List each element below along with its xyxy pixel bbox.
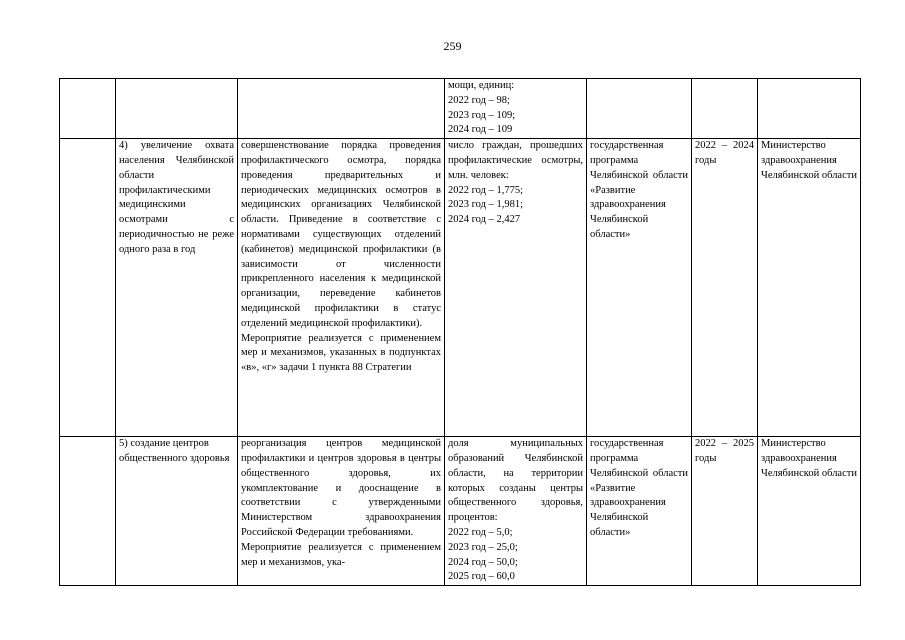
cell-period — [692, 79, 758, 139]
cell-measures: совершенствование порядка проведения профилактического осмотра, порядка проведения предварительных и периодических медицинских осмотров в медицинских организациях Челябинской области. Приведение в соответствие с нормативами существующих отделений (кабинетов) медицинской профилактики (в зависимости от численности прикрепленного населения к медицинской организации, переведение кабинетов медицинской профилактики в статус отделений медицинской профилактики). Мероприятие реализуется с применением мер и механизмов, указанных в подпунктах «в», «г» задачи 1 пункта 88 Стратегии — [238, 139, 445, 437]
cell-indicators: число граждан, прошедших профилактические осмотры, млн. человек: 2022 год – 1,775; 2023 год – 1,981; 2024 год – 2,427 — [445, 139, 587, 437]
cell-responsible: Министерство здравоохранения Челябинской области — [758, 437, 861, 586]
cell-responsible — [758, 79, 861, 139]
cell-task: 4) увеличение охвата населения Челябинской области профилактическими медицинскими осмотрами с периодичностью не реже одного раза в год — [116, 139, 238, 437]
cell-measures: реорганизация центров медицинской профилактики и центров здоровья в центры общественного здоровья, их укомплектование и дооснащение в соответствии с утвержденными Министерством здравоохранения Российской Федерации требованиями. Мероприятие реализуется с применением мер и механизмов, ука- — [238, 437, 445, 586]
cell-indicators: доля муниципальных образований Челябинской области, на территории которых созданы центры общественного здоровья, процентов: 2022 год – 5,0; 2023 год – 25,0; 2024 год – 50,0; 2025 год – 60,0 — [445, 437, 587, 586]
cell-num — [60, 437, 116, 586]
cell-responsible: Министерство здравоохранения Челябинской области — [758, 139, 861, 437]
strategy-table — [59, 78, 861, 586]
cell-num — [60, 139, 116, 437]
cell-task — [116, 79, 238, 139]
table-row — [60, 139, 861, 437]
cell-task: 5) создание центров общественного здоровья — [116, 437, 238, 586]
cell-indicators: мощи, единиц: 2022 год – 98; 2023 год – 109; 2024 год – 109 — [445, 79, 587, 139]
cell-measures — [238, 79, 445, 139]
cell-period: 2022 – 2024 годы — [692, 139, 758, 437]
table-row — [60, 437, 861, 586]
table-row — [60, 79, 861, 139]
page-number: 259 — [443, 39, 462, 53]
cell-program — [587, 79, 692, 139]
cell-program: государственная программа Челябинской области «Развитие здравоохранения Челябинской области» — [587, 139, 692, 437]
cell-period: 2022 – 2025 годы — [692, 437, 758, 586]
cell-num — [60, 79, 116, 139]
cell-program: государственная программа Челябинской области «Развитие здравоохранения Челябинской области» — [587, 437, 692, 586]
